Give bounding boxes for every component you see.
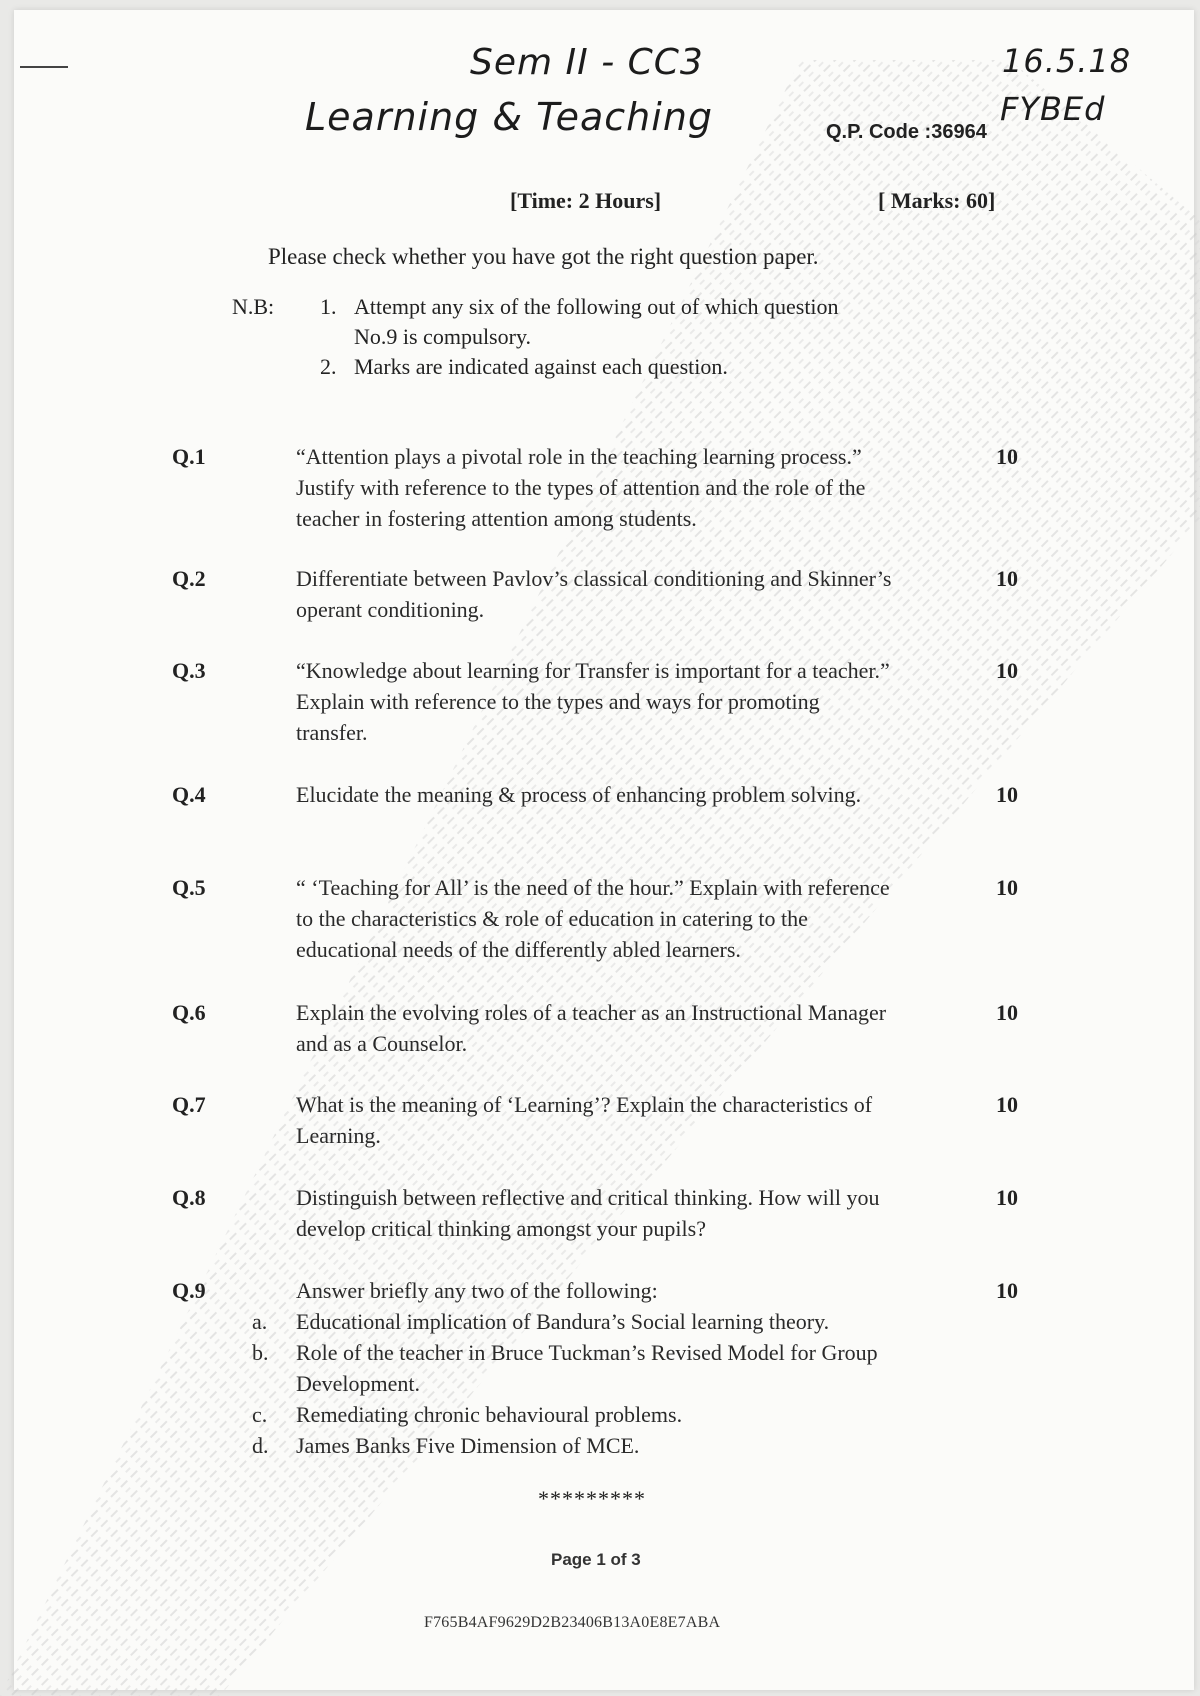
question-number: Q.8 [172,1185,206,1210]
question-text: Differentiate between Pavlov’s classical conditioning and Skinner’s operant conditioning. [296,566,892,622]
question-text: Explain the evolving roles of a teacher as an Instructional Manager and as a Counselor. [296,1000,887,1056]
q9-subpart [252,1430,972,1461]
check-notice: Please check whether you have got the right question paper. [268,244,819,269]
q9-subparts [252,1306,972,1461]
question-paper-code: Q.P. Code :36964 [826,121,987,143]
nb-item [320,352,880,382]
nb-item [320,292,880,352]
subpart-text: Role of the teacher in Bruce Tuckman’s Revised Model for Group Development. [296,1340,878,1396]
question-text: “ ‘Teaching for All’ is the need of the hour.” Explain with reference to the characteristics & role of education in catering to the educational needs of the differently abled learners. [296,875,890,962]
question-text: What is the meaning of ‘Learning’? Explain the characteristics of Learning. [296,1092,873,1148]
nb-label: N.B: [232,294,275,319]
subpart-text: Educational implication of Bandura’s Social learning theory. [296,1309,830,1334]
question-number: Q.1 [172,444,206,469]
question-number: Q.7 [172,1092,206,1117]
question-marks: 10 [996,1185,1018,1210]
handwritten-class: FYBEd [1000,90,1106,128]
nb-list [320,292,880,382]
exam-time: [Time: 2 Hours] [510,188,662,213]
subpart-letter: a. [252,1309,268,1334]
question-marks: 10 [996,875,1018,900]
q9-subpart [252,1399,972,1430]
page-number: Page 1 of 3 [551,1550,641,1569]
subpart-letter: d. [252,1433,269,1458]
handwritten-semester: Sem II - CC3 [470,42,704,83]
nb-item-number: 2. [320,354,337,379]
question-marks: 10 [996,566,1018,591]
question-marks: 10 [996,658,1018,683]
subpart-letter: c. [252,1402,268,1427]
question-text: Elucidate the meaning & process of enhancing problem solving. [296,782,862,807]
subpart-text: James Banks Five Dimension of MCE. [296,1433,640,1458]
handwritten-date: 16.5.18 [1002,42,1132,80]
question-marks: 10 [996,444,1018,469]
q9-subpart [252,1337,972,1399]
question-marks: 10 [996,782,1018,807]
end-stars: ********* [538,1486,646,1511]
nb-item-text: Attempt any six of the following out of which question No.9 is compulsory. [354,294,839,349]
question-number: Q.4 [172,782,206,807]
question-text: “Attention plays a pivotal role in the teaching learning process.” Justify with reference to the types of attention and the role of the teacher in fostering attention among students. [296,444,866,531]
margin-dash [20,66,68,68]
question-text: Answer briefly any two of the following: [296,1278,658,1303]
question-number: Q.5 [172,875,206,900]
nb-item-number: 1. [320,294,337,319]
subpart-text: Remediating chronic behavioural problems. [296,1402,683,1427]
question-number: Q.3 [172,658,206,683]
handwritten-subject: Learning & Teaching [305,95,714,139]
question-number: Q.9 [172,1278,206,1303]
question-text: Distinguish between reflective and critical thinking. How will you develop critical thinking amongst your pupils? [296,1185,880,1241]
question-marks: 10 [996,1000,1018,1025]
question-marks: 10 [996,1092,1018,1117]
question-text: “Knowledge about learning for Transfer is important for a teacher.” Explain with reference to the types and ways for promoting transfer. [296,658,890,745]
question-number: Q.6 [172,1000,206,1025]
footer-code: F765B4AF9629D2B23406B13A0E8E7ABA [424,1614,721,1631]
question-number: Q.2 [172,566,206,591]
subpart-letter: b. [252,1340,269,1365]
q9-subpart [252,1306,972,1337]
question-marks: 10 [996,1278,1018,1303]
nb-item-text: Marks are indicated against each question. [354,354,728,379]
exam-marks: [ Marks: 60] [878,188,996,213]
